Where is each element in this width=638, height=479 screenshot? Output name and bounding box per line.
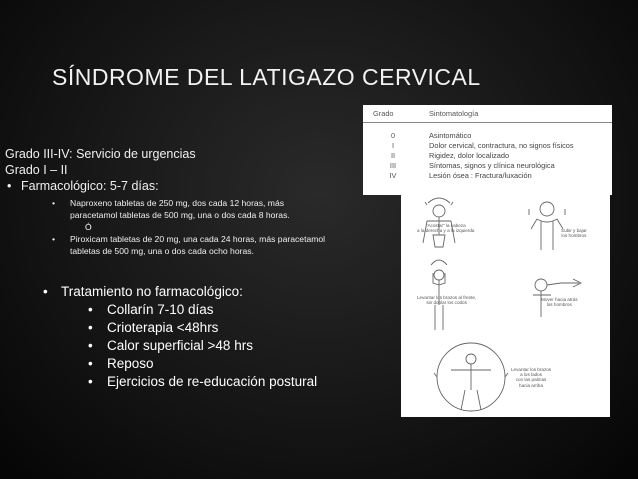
- farmacologico-heading: [5, 178, 395, 194]
- header-sintomatologia: Sintomatología: [429, 109, 479, 118]
- med1-line2: paracetamol tabletas de 500 mg, una o dos cada 8 horas.: [70, 210, 290, 220]
- table-row: I Dolor cervical, contractura, no signos físicos: [391, 141, 574, 150]
- tratamiento-item: • Reposo: [88, 356, 154, 371]
- caption-arms-sideways: Levantar los brazos a los lados con las palmas hacia arriba: [511, 367, 552, 388]
- caption-arms-front: Levantar los brazos al frente, sin doblar los codos: [417, 295, 477, 306]
- figure-arms-sideways: [434, 343, 508, 411]
- slide-content: [5, 146, 395, 391]
- med2-line1: Piroxicam tabletas de 20 mg, una cada 24 horas, más paracetamol: [70, 234, 326, 244]
- tratamiento-item: • Ejercicios de re-educación postural: [88, 374, 318, 389]
- caption-shoulders: Subir y bajar los hombros: [561, 228, 587, 239]
- tratamiento-heading: [5, 283, 395, 301]
- tratamiento-label: Tratamiento no farmacológico:: [61, 284, 243, 299]
- caption-shoulders-back: Mover hacia atrás los hombros: [541, 297, 578, 308]
- med-option-1: [5, 197, 395, 221]
- or-separator: Ó: [85, 222, 92, 232]
- table-row: IV Lesión ósea : Fractura/luxación: [389, 171, 532, 180]
- exercise-illustration: [401, 195, 610, 417]
- figure-shoulders: [529, 202, 565, 250]
- table-row: 0 Asintomático: [390, 131, 472, 140]
- grading-table: [363, 105, 612, 195]
- table-header: [363, 105, 612, 123]
- tratamiento-item: • Collarín 7-10 días: [88, 302, 214, 317]
- header-grado: Grado: [373, 109, 394, 118]
- tratamiento-item: • Calor superficial >48 hrs: [88, 338, 253, 353]
- tratamiento-item: • Crioterapia <48hrs: [88, 320, 219, 335]
- grado-leve: Grado I – II: [5, 163, 68, 177]
- table-row: II Rigidez, dolor localizado: [390, 151, 510, 160]
- bullet-dot: •: [52, 234, 56, 244]
- table-row: III Síntomas, signos y clínica neurológica: [389, 161, 555, 170]
- med1-line1: Naproxeno tabletas de 250 mg, dos cada 12 horas, más: [70, 198, 285, 208]
- med-option-2: [5, 233, 395, 257]
- caption-head-tilt: "Acostar" la cabeza a la derecha y a la izquierda: [417, 223, 475, 234]
- grado-urgencias: Grado III-IV: Servicio de urgencias: [5, 147, 196, 161]
- bullet-dot: •: [52, 198, 56, 208]
- med2-line2: tabletas de 500 mg, una o dos cada ocho horas.: [70, 246, 254, 256]
- slide-title: SÍNDROME DEL LATIGAZO CERVICAL: [52, 64, 481, 90]
- bullet-dot: •: [43, 284, 48, 299]
- farmacologico-label: Farmacológico: 5-7 días:: [21, 179, 159, 193]
